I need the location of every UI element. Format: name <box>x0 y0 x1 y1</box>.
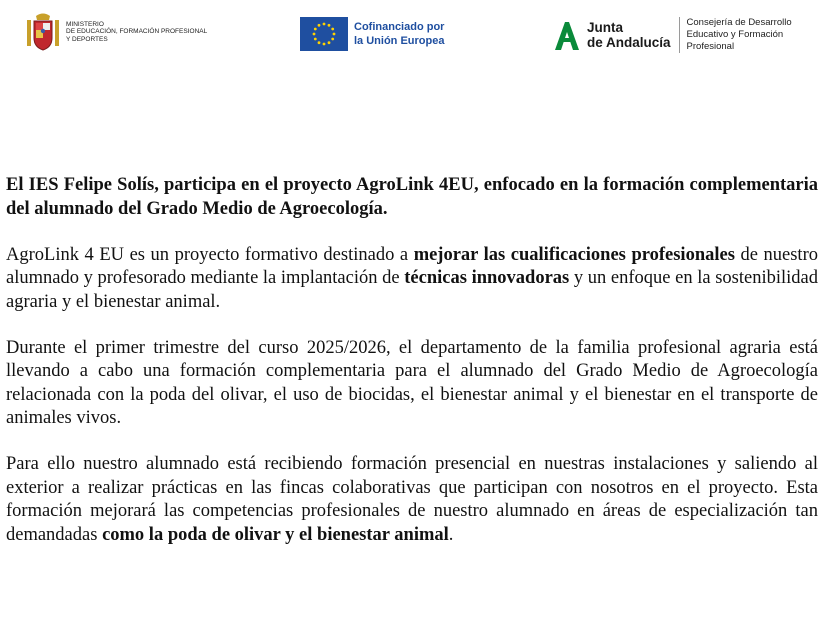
junta-andalucia-logo <box>552 17 792 53</box>
consejeria-name: Consejería de Desarrollo Educativo y Formación Profesional <box>686 17 792 52</box>
training-paragraph: Durante el primer trimestre del curso 2025/2026, el departamento de la familia profesional agraria está llevando a cabo una formación complementaria para el alumnado del Grado Medio de Agroecología relacionada con la poda del olivar, el uso de biocidas, el bienestar animal y el bienestar en el transporte de animales vivos. <box>6 337 818 428</box>
spain-coat-of-arms-icon <box>26 12 60 52</box>
eu-funding-logo <box>300 17 444 51</box>
ministry-logo <box>26 12 207 52</box>
eu-funding-text: Cofinanciado por la Unión Europea <box>354 21 445 47</box>
ministry-name: MINISTERIO DE EDUCACIÓN, FORMACIÓN PROFESIONAL Y DEPORTES <box>66 20 208 43</box>
header-logos <box>0 0 831 75</box>
logo-divider <box>679 17 680 53</box>
project-description-paragraph: AgroLink 4 EU es un proyecto formativo destinado a mejorar las cualificaciones profesionales de nuestro alumnado y profesorado mediante la implantación de técnicas innovadoras y un enfoque en la sostenibilidad agraria y el bienestar animal. <box>6 244 818 312</box>
practices-paragraph: Para ello nuestro alumnado está recibiendo formación presencial en nuestras instalaciones y saliendo al exterior a realizar prácticas en las fincas colaborativas que participan con nosotros en el proyecto. Esta formación mejorará las competencias profesionales de nuestro alumnado en áreas de especialización tan demandadas como la poda de olivar y el bienestar animal. <box>6 454 818 545</box>
junta-name: Junta de Andalucía <box>587 20 671 50</box>
intro-paragraph: El IES Felipe Solís, participa en el proyecto AgroLink 4EU, enfocado en la formación complementaria del alumnado del Grado Medio de Agroecología. <box>6 175 818 219</box>
eu-flag-icon <box>300 17 348 51</box>
announcement-body <box>6 174 818 570</box>
junta-andalucia-emblem-icon <box>552 18 582 52</box>
